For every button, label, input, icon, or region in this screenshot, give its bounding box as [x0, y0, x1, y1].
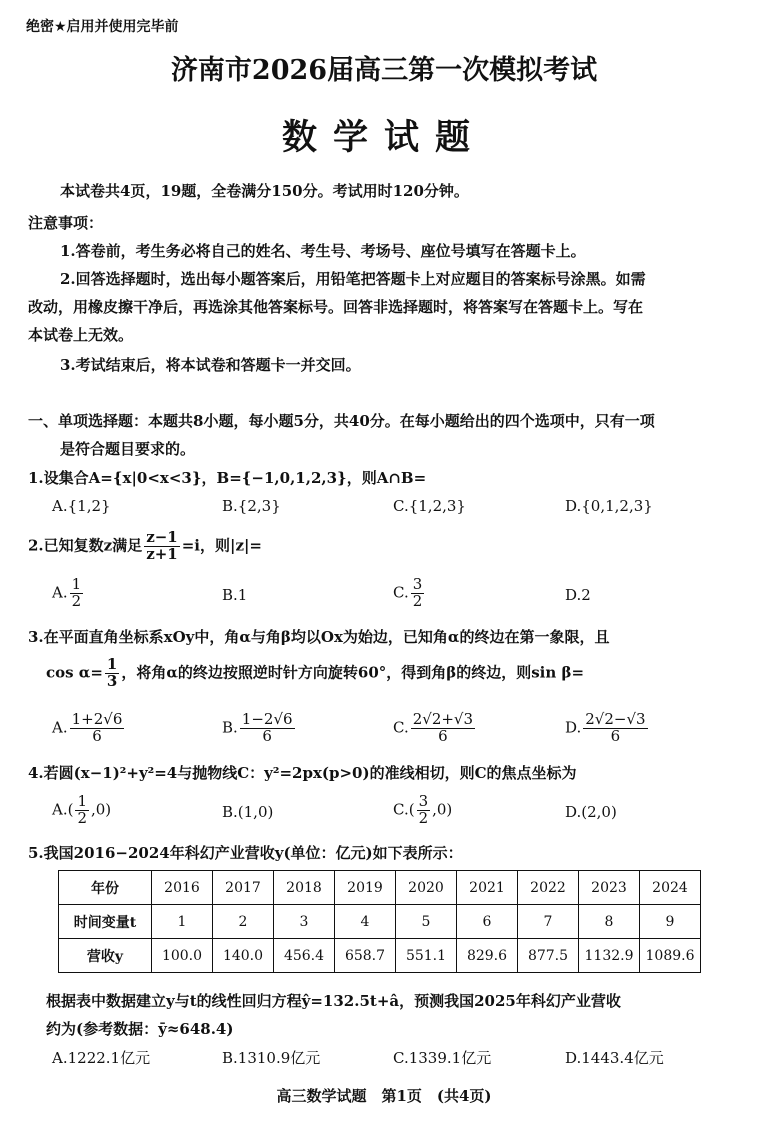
- question-4-option-a-denominator: 2: [77, 808, 87, 827]
- exam-summary: 本试卷共4页，19题，全卷满分150分。考试用时120分钟。: [60, 182, 469, 200]
- question-5-after-line-1: 根据表中数据建立y与t的线性回归方程ŷ=132.5t+â，预测我国2025年科幻产业营收: [46, 992, 621, 1010]
- question-1-option-a: A.{1,2}: [52, 497, 111, 515]
- question-1-option-c: C.{1,2,3}: [393, 497, 466, 515]
- question-5-stem: 5.我国2016−2024年科幻产业营收y(单位：亿元)如下表所示：: [28, 844, 463, 862]
- question-3-option-c-fraction: [411, 712, 475, 745]
- question-2-option-c-label: C.: [393, 583, 409, 602]
- table-cell-t: 3: [274, 905, 335, 939]
- question-3-option-c-label: C.: [393, 718, 409, 737]
- question-3-option-a-numerator: 1+2√6: [71, 710, 123, 728]
- question-3-option-b-label: B.: [222, 718, 238, 737]
- question-1-option-d: D.{0,1,2,3}: [565, 497, 653, 515]
- table-cell-revenue: 1089.6: [640, 939, 701, 973]
- question-2-option-c-fraction: [411, 577, 425, 610]
- table-cell-revenue: 456.4: [274, 939, 335, 973]
- question-5-after-line-2: 约为(参考数据：ȳ≈648.4): [46, 1020, 234, 1038]
- question-4-stem: 4.若圆(x−1)²+y²=4与抛物线C：y²=2px(p>0)的准线相切，则C的焦点坐标为: [28, 764, 577, 782]
- question-5-option-b: B.1310.9亿元: [222, 1049, 321, 1067]
- question-2-fraction-denominator: z+1: [146, 544, 178, 563]
- table-cell-t: 1: [152, 905, 213, 939]
- question-3-option-b-numerator: 1−2√6: [241, 710, 293, 728]
- revenue-table: [58, 870, 701, 973]
- question-4-option-a-pre: A.(: [52, 800, 74, 819]
- question-2-option-a-denominator: 2: [71, 591, 82, 610]
- question-5-option-a: A.1222.1亿元: [52, 1049, 151, 1067]
- table-cell-revenue: 829.6: [457, 939, 518, 973]
- exam-title: 济南市2026届高三第一次模拟考试: [170, 55, 598, 86]
- question-3-option-c-denominator: 6: [438, 726, 448, 745]
- table-cell-year: 2017: [213, 871, 274, 905]
- question-5-option-d: D.1443.4亿元: [565, 1049, 664, 1067]
- table-cell-revenue: 551.1: [396, 939, 457, 973]
- table-cell-t: 6: [457, 905, 518, 939]
- table-header-revenue: 营收y: [59, 939, 152, 973]
- question-2-stem-post: =i，则|z|=: [181, 536, 262, 555]
- question-3-option-d: [565, 712, 650, 745]
- table-cell-year: 2024: [640, 871, 701, 905]
- question-4-option-a-fraction: [75, 794, 89, 827]
- question-3-option-b-fraction: [240, 712, 295, 745]
- question-3-option-c-numerator: 2√2+√3: [412, 710, 474, 728]
- question-3-option-a-denominator: 6: [92, 726, 102, 745]
- question-4-option-d: D.(2,0): [565, 803, 617, 821]
- table-cell-t: 2: [213, 905, 274, 939]
- notice-item-2-line-3: 本试卷上无效。: [28, 326, 134, 344]
- table-row-revenue: [59, 939, 701, 973]
- question-2-option-c-denominator: 2: [412, 591, 423, 610]
- question-3-option-a-label: A.: [52, 718, 68, 737]
- question-3-cos-denominator: 3: [106, 671, 118, 690]
- question-3-option-b: [222, 712, 297, 745]
- confidential-label: 绝密★启用并使用完毕前: [26, 19, 179, 35]
- table-cell-year: 2019: [335, 871, 396, 905]
- table-cell-t: 5: [396, 905, 457, 939]
- question-3-stem-line-2: [46, 657, 584, 690]
- question-1-option-b: B.{2,3}: [222, 497, 281, 515]
- question-2-option-a: [52, 577, 85, 610]
- table-header-time-variable: 时间变量t: [59, 905, 152, 939]
- question-2-option-d: D.2: [565, 586, 591, 604]
- question-2-option-c: [393, 577, 426, 610]
- table-cell-t: 4: [335, 905, 396, 939]
- table-cell-t: 8: [579, 905, 640, 939]
- question-3-option-d-numerator: 2√2−√3: [585, 710, 646, 728]
- table-cell-year: 2016: [152, 871, 213, 905]
- question-4-option-c-fraction: [417, 794, 431, 827]
- question-3-stem-line-1: 3.在平面直角坐标系xOy中，角α与角β均以Ox为始边，已知角α的终边在第一象限，且: [28, 628, 610, 646]
- question-3-stem-line-2-post: ，将角α的终边按照逆时针方向旋转60°，得到角β的终边，则sin β=: [121, 663, 585, 682]
- table-cell-year: 2018: [274, 871, 335, 905]
- notice-heading: 注意事项：: [28, 214, 104, 232]
- table-cell-year: 2020: [396, 871, 457, 905]
- question-3-option-d-label: D.: [565, 718, 582, 737]
- table-header-year: 年份: [59, 871, 152, 905]
- question-2-fraction-numerator: z−1: [146, 528, 178, 546]
- question-3-option-a: [52, 712, 126, 745]
- question-3-cos-fraction: [105, 657, 119, 690]
- question-4-option-b: B.(1,0): [222, 803, 274, 821]
- table-cell-year: 2022: [518, 871, 579, 905]
- question-2-option-b: B.1: [222, 586, 248, 604]
- table-cell-revenue: 100.0: [152, 939, 213, 973]
- notice-item-1: 1.答卷前，考生务必将自己的姓名、考生号、考场号、座位号填写在答题卡上。: [60, 242, 586, 260]
- question-2-option-a-label: A.: [52, 583, 68, 602]
- question-1-stem: 1.设集合A={x|0<x<3}，B={−1,0,1,2,3}，则A∩B=: [28, 469, 427, 487]
- question-4-option-a-numerator: 1: [77, 792, 87, 810]
- question-2-option-a-fraction: [70, 577, 84, 610]
- question-4-option-a-post: ,0): [91, 800, 112, 819]
- table-row-year: [59, 871, 701, 905]
- question-4-option-c-pre: C.(: [393, 800, 415, 819]
- table-cell-year: 2021: [457, 871, 518, 905]
- notice-item-2-line-2: 改动，用橡皮擦干净后，再选涂其他答案标号。回答非选择题时，将答案写在答题卡上。写在: [28, 298, 644, 316]
- table-cell-revenue: 140.0: [213, 939, 274, 973]
- notice-item-3: 3.考试结束后，将本试卷和答题卡一并交回。: [60, 356, 361, 374]
- table-cell-revenue: 1132.9: [579, 939, 640, 973]
- question-2-fraction: [144, 530, 180, 563]
- table-cell-revenue: 658.7: [335, 939, 396, 973]
- table-cell-year: 2023: [579, 871, 640, 905]
- table-cell-t: 7: [518, 905, 579, 939]
- question-2-option-c-numerator: 3: [412, 575, 423, 593]
- question-3-cos-numerator: 1: [106, 655, 118, 673]
- table-cell-revenue: 877.5: [518, 939, 579, 973]
- question-4-option-c: [393, 794, 452, 827]
- notice-item-2-line-1: 2.回答选择题时，选出每小题答案后，用铅笔把答题卡上对应题目的答案标号涂黑。如需: [60, 270, 646, 288]
- question-3-option-d-fraction: [583, 712, 647, 745]
- question-4-option-c-numerator: 3: [418, 792, 429, 810]
- question-3-stem-line-2-pre: cos α=: [46, 663, 103, 682]
- question-3-option-b-denominator: 6: [262, 726, 272, 745]
- question-2-stem-pre: 2.已知复数z满足: [28, 536, 143, 555]
- question-3-option-d-denominator: 6: [610, 726, 621, 745]
- question-2-option-a-numerator: 1: [71, 575, 82, 593]
- question-3-option-c: [393, 712, 477, 745]
- question-4-option-c-post: ,0): [432, 800, 453, 819]
- question-5-option-c: C.1339.1亿元: [393, 1049, 492, 1067]
- section-heading-line-2: 是符合题目要求的。: [60, 440, 196, 458]
- section-heading-line-1: 一、单项选择题：本题共8小题，每小题5分，共40分。在每小题给出的四个选项中，只有一项: [28, 412, 655, 430]
- question-4-option-c-denominator: 2: [418, 808, 429, 827]
- question-2-stem: [28, 530, 262, 563]
- question-3-option-a-fraction: [70, 712, 125, 745]
- page-footer: 高三数学试题 第1页 (共4页): [276, 1087, 492, 1105]
- table-cell-t: 9: [640, 905, 701, 939]
- subject-title: 数学试题: [281, 117, 486, 158]
- table-row-time-variable: [59, 905, 701, 939]
- question-4-option-a: [52, 794, 111, 827]
